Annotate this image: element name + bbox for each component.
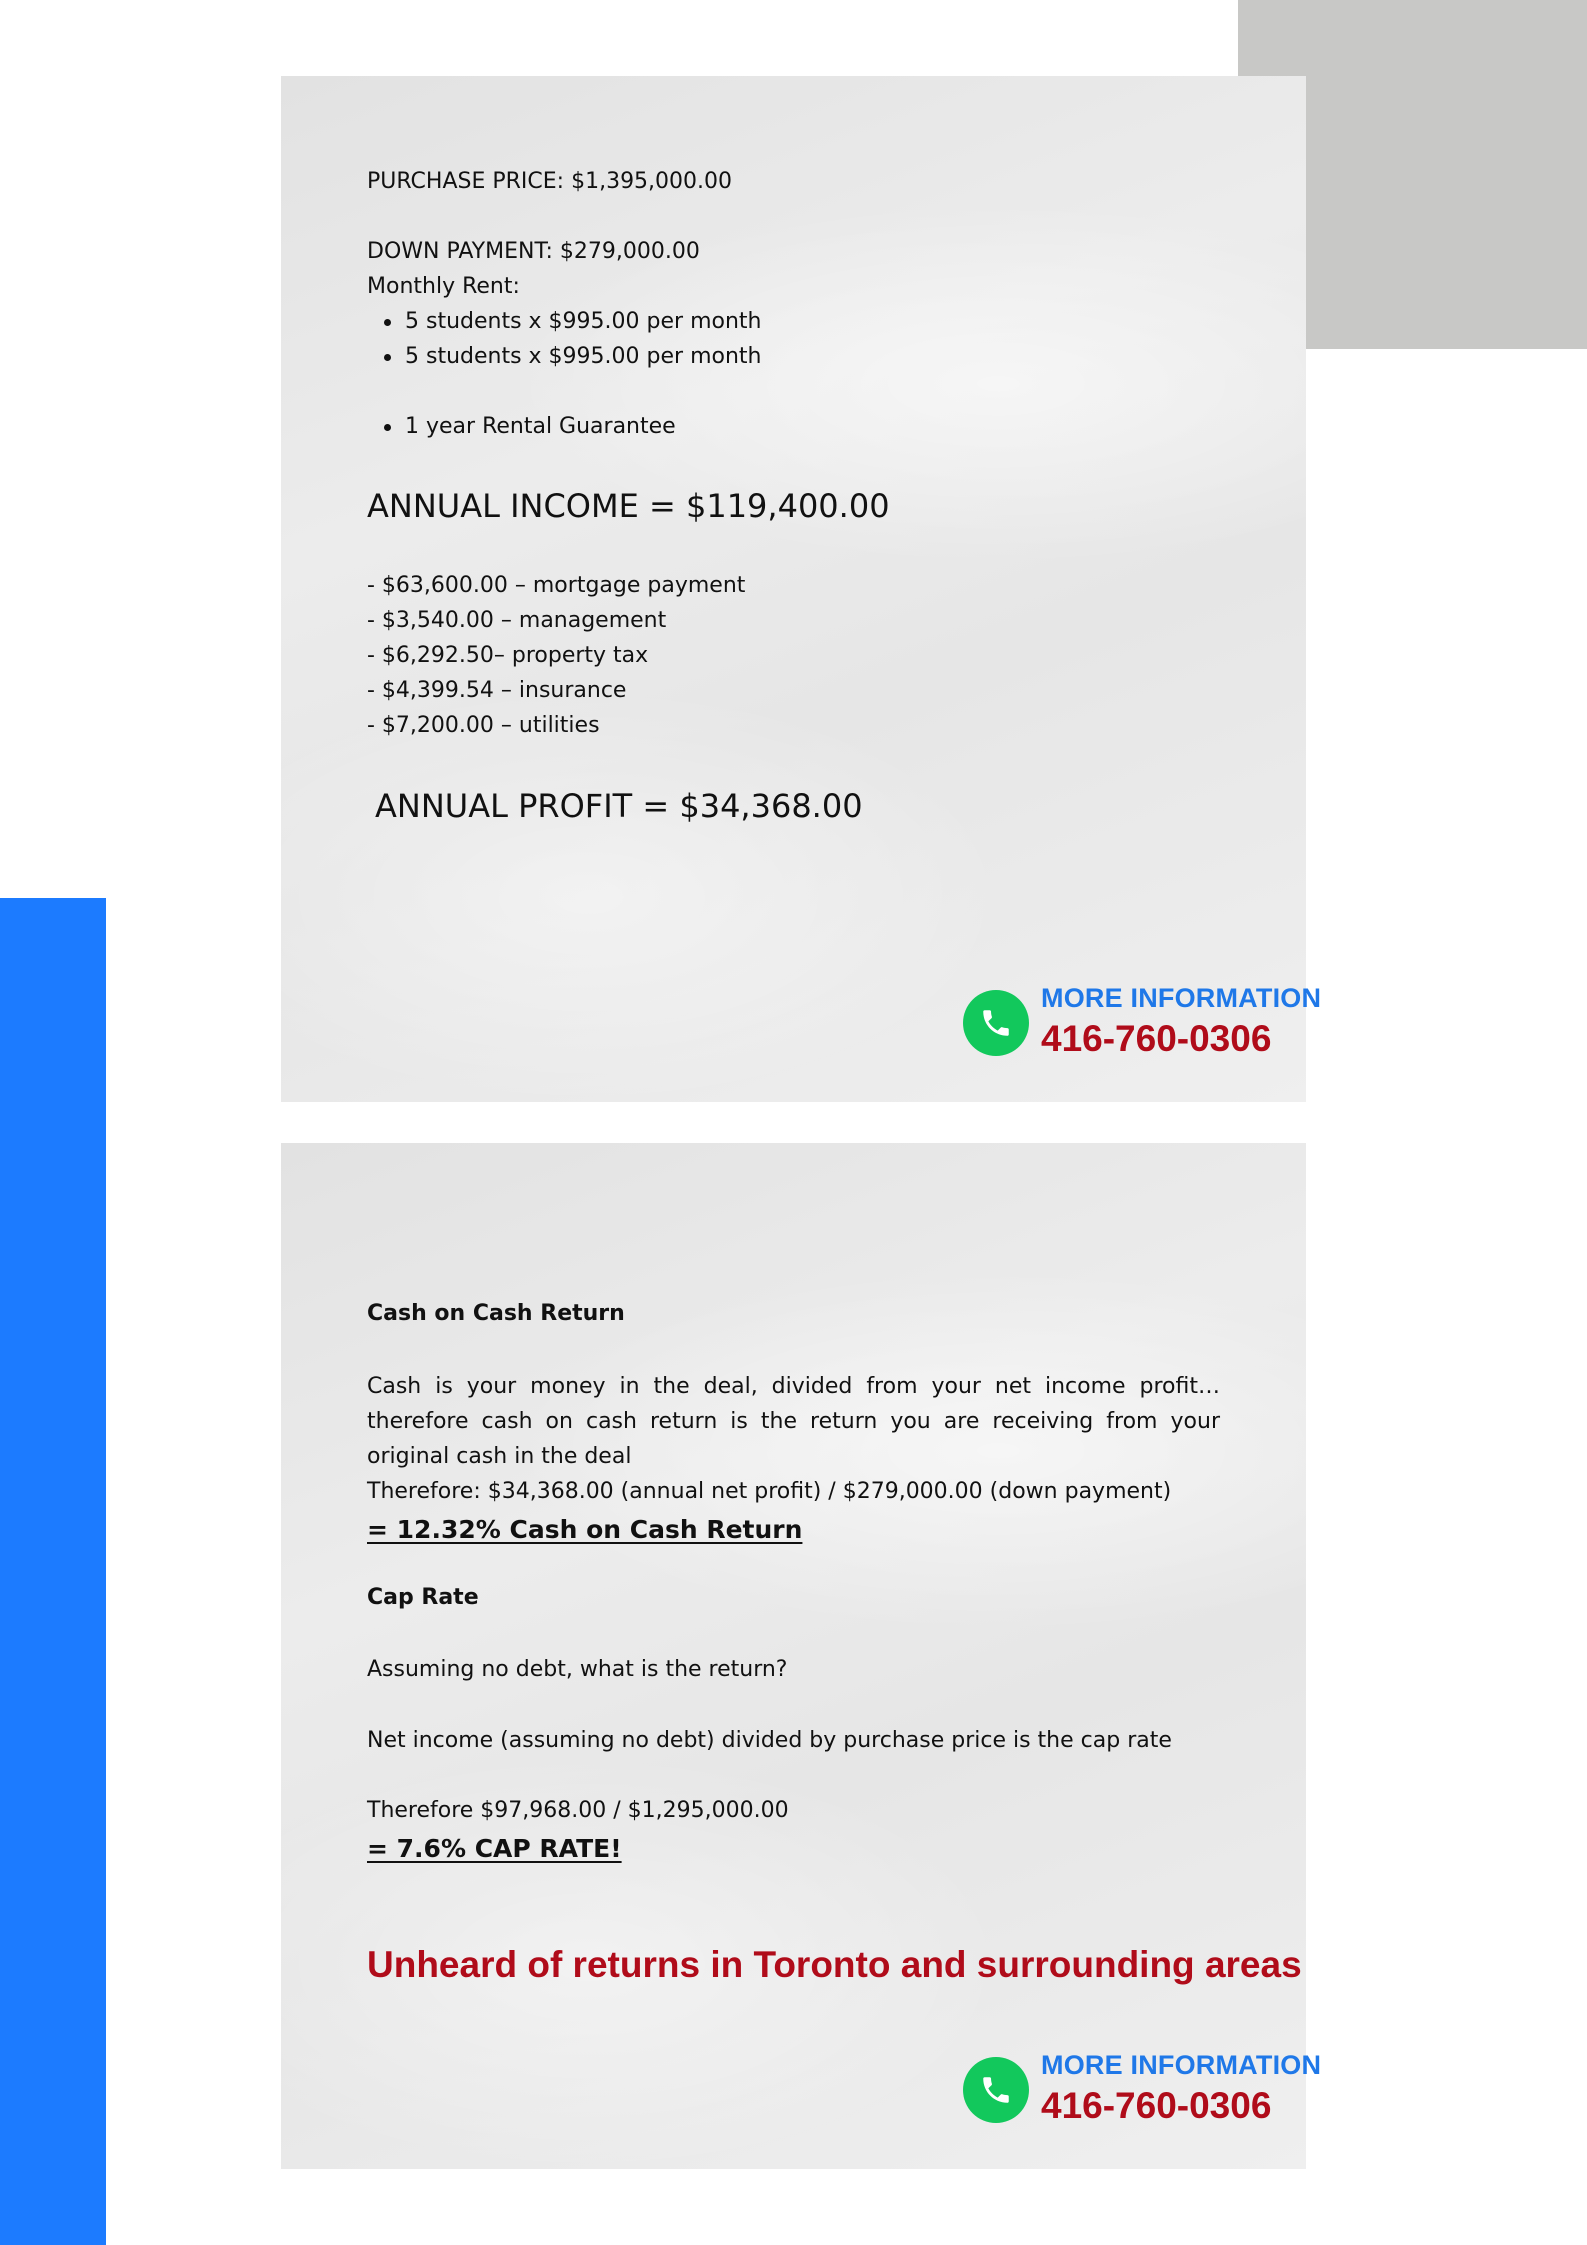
monthly-rent-label: Monthly Rent:: [367, 274, 520, 299]
decorative-blue-bar: [0, 898, 106, 2245]
rent-item: 5 students x $995.00 per month: [367, 339, 761, 374]
contact-block[interactable]: [963, 982, 1322, 1062]
guarantee-list: [367, 409, 676, 444]
phone-icon[interactable]: [963, 2057, 1029, 2123]
annual-profit: ANNUAL PROFIT = $34,368.00: [375, 787, 863, 825]
expense-item: - $6,292.50– property tax: [367, 643, 649, 668]
expense-item: - $63,600.00 – mortgage payment: [367, 573, 746, 598]
annual-income: ANNUAL INCOME = $119,400.00: [367, 487, 890, 525]
cap-rate-calculation: Therefore $97,968.00 / $1,295,000.00: [367, 1798, 789, 1823]
purchase-price: PURCHASE PRICE: $1,395,000.00: [367, 169, 733, 194]
cap-rate-definition: Net income (assuming no debt) divided by purchase price is the cap rate: [367, 1728, 1172, 1753]
rental-guarantee: 1 year Rental Guarantee: [367, 409, 676, 444]
phone-number-link[interactable]: 416-760-0306: [1041, 1018, 1272, 1059]
phone-icon[interactable]: [963, 990, 1029, 1056]
cap-rate-heading: Cap Rate: [367, 1585, 479, 1610]
returns-headline: Unheard of returns in Toronto and surrounding areas: [367, 1944, 1302, 1985]
investment-summary-panel: [281, 76, 1322, 1102]
rent-list: [367, 304, 761, 374]
returns-explanation-panel: [281, 1143, 1322, 2169]
expense-item: - $7,200.00 – utilities: [367, 713, 600, 738]
more-information-label: MORE INFORMATION: [1041, 983, 1322, 1013]
contact-block[interactable]: [963, 2049, 1322, 2129]
cap-rate-question: Assuming no debt, what is the return?: [367, 1657, 788, 1682]
phone-number-link[interactable]: 416-760-0306: [1041, 2085, 1272, 2126]
expense-item: - $3,540.00 – management: [367, 608, 667, 633]
expense-item: - $4,399.54 – insurance: [367, 678, 627, 703]
cap-rate-result: = 7.6% CAP RATE!: [367, 1834, 622, 1863]
down-payment: DOWN PAYMENT: $279,000.00: [367, 239, 700, 264]
more-information-label: MORE INFORMATION: [1041, 2050, 1322, 2080]
cash-on-cash-result: = 12.32% Cash on Cash Return: [367, 1515, 803, 1544]
cash-on-cash-paragraph: Cash is your money in the deal, divided from your net income profit… therefore cash on cash return is the return you are receiving from your original cash in the deal: [367, 1374, 1220, 1469]
cash-on-cash-heading: Cash on Cash Return: [367, 1301, 625, 1326]
rent-item: 5 students x $995.00 per month: [367, 304, 761, 339]
cash-on-cash-calculation: Therefore: $34,368.00 (annual net profit) / $279,000.00 (down payment): [367, 1479, 1172, 1504]
